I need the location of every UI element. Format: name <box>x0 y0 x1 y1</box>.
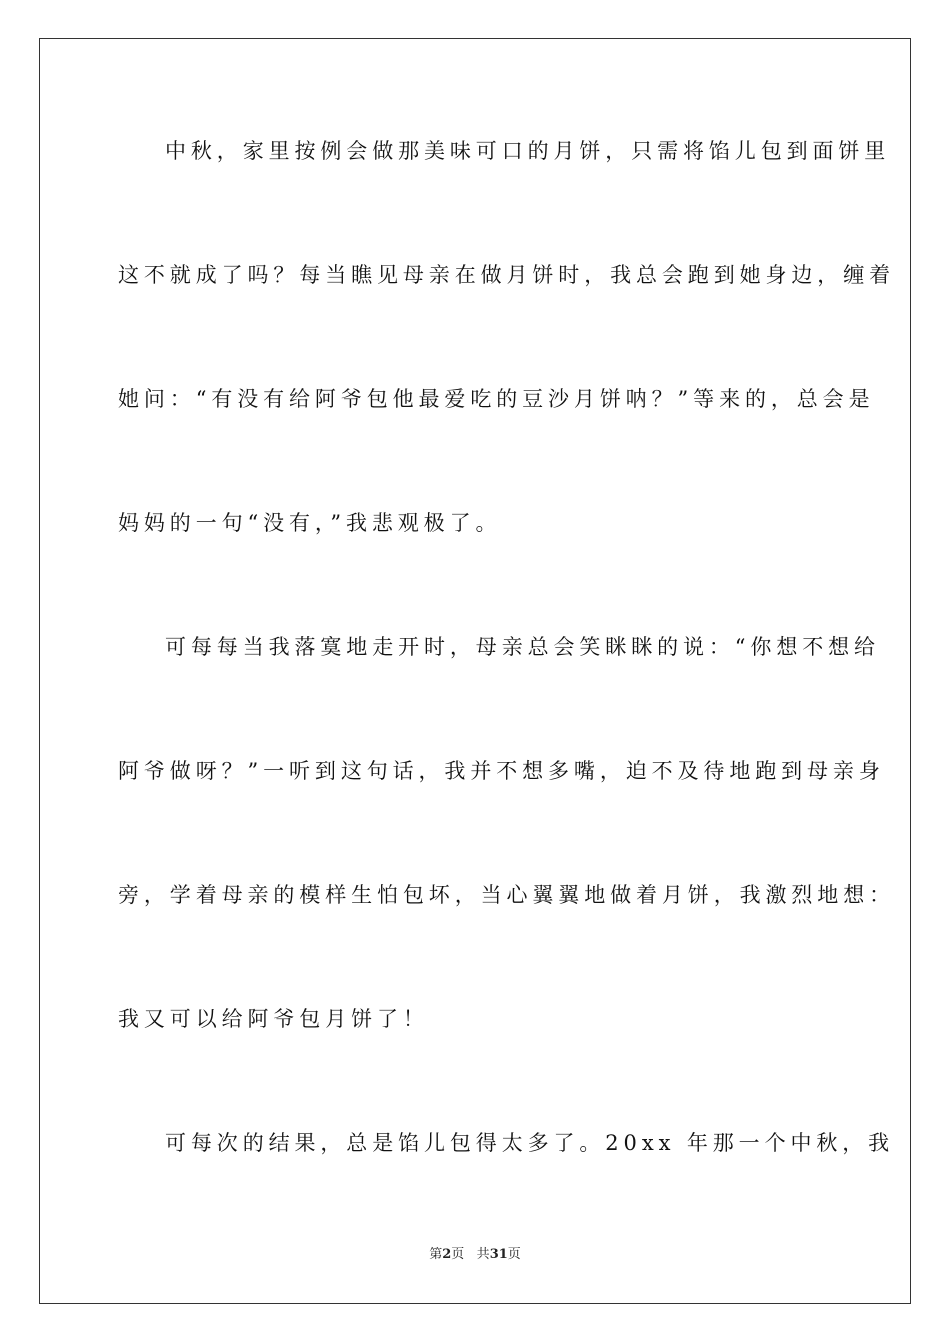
text-line-3: 她问：“有没有给阿爷包他最爱吃的豆沙月饼呐？”等来的，总会是 <box>118 387 875 411</box>
text-line-5: 可每每当我落寞地走开时，母亲总会笑眯眯的说：“你想不想给 <box>165 635 880 659</box>
footer-page-suffix: 页 <box>451 1247 465 1262</box>
footer-prefix: 第 <box>429 1247 443 1262</box>
text-line-8: 我又可以给阿爷包月饼了！ <box>118 1007 429 1031</box>
text-line-4: 妈妈的一句“没有，”我悲观极了。 <box>118 511 502 535</box>
page-footer <box>0 1246 950 1264</box>
footer-total-suffix: 页 <box>507 1247 521 1262</box>
footer-page-number: 2 <box>442 1247 452 1262</box>
text-line-9: 可每次的结果，总是馅儿包得太多了。20xx 年那一个中秋，我 <box>165 1131 895 1155</box>
text-line-7: 旁，学着母亲的模样生怕包坏，当心翼翼地做着月饼，我激烈地想： <box>118 883 895 907</box>
page-border <box>39 38 911 1304</box>
footer-total-pages: 31 <box>489 1247 508 1262</box>
text-line-1: 中秋，家里按例会做那美味可口的月饼，只需将馅儿包到面饼里 <box>165 139 891 163</box>
text-line-6: 阿爷做呀？”一听到这句话，我并不想多嘴，迫不及待地跑到母亲身 <box>118 759 885 783</box>
footer-total-prefix: 共 <box>476 1247 490 1262</box>
text-line-2: 这不就成了吗？每当瞧见母亲在做月饼时，我总会跑到她身边，缠着 <box>118 263 895 287</box>
